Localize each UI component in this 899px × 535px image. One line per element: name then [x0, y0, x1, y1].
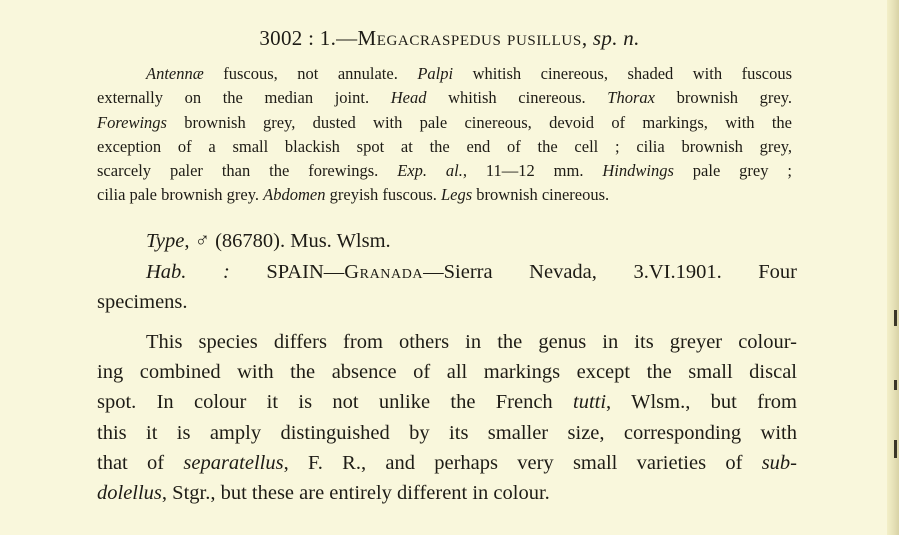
species-number: 3002 : 1.—: [259, 26, 358, 50]
text-line: [97, 478, 797, 508]
text-span: SPAIN—: [266, 261, 345, 283]
species-heading: [0, 26, 899, 51]
italic-term: Exp. al.: [397, 161, 463, 181]
text-line: [97, 287, 797, 317]
italic-term: sub-: [761, 451, 797, 474]
text-span: scarcely paler than the forewings.: [97, 161, 398, 181]
italic-term: :: [186, 261, 267, 283]
genus-name: Megacraspedus: [357, 26, 502, 50]
text-span: —Sierra Nevada, 3.VI.1901. Four: [423, 261, 797, 283]
italic-term: Hab.: [146, 261, 187, 283]
text-span: This species differs from others in the genus in its greyer colour-: [146, 331, 797, 353]
text-line: [97, 418, 797, 448]
italic-term: dolellus: [97, 482, 162, 505]
italic-term: Legs: [440, 185, 473, 205]
text-span: specimens.: [97, 291, 188, 314]
text-span: exception of a small blackish spot at the end of the cell ; cilia brownish grey,: [97, 136, 792, 156]
heading-separator: ,: [581, 26, 593, 50]
italic-term: Head: [390, 88, 427, 108]
text-line: [97, 86, 792, 110]
italic-term: Palpi: [417, 64, 454, 83]
italic-term: Abdomen: [263, 185, 326, 205]
text-span: whitish cinereous, shaded with fuscous: [453, 64, 792, 83]
italic-term: tutti: [573, 391, 607, 414]
italic-term: Forewings: [97, 112, 167, 132]
text-line: [97, 159, 792, 183]
text-span: , F. R., and perhaps very small varieties of: [283, 451, 762, 474]
species-name: pusillus: [507, 26, 582, 50]
italic-term: Thorax: [607, 88, 655, 108]
italic-term: Antennæ: [146, 64, 204, 83]
text-span: spot. In colour it is not unlike the French: [97, 391, 573, 414]
text-span: ,: [184, 230, 195, 252]
text-span: ing combined with the absence of all markings except the small discal: [97, 361, 797, 384]
text-span: , Stgr., but these are entirely different in colour.: [161, 482, 550, 505]
text-span: fuscous, not annulate.: [203, 64, 418, 83]
text-line: [97, 135, 792, 159]
text-span: that of: [97, 451, 184, 474]
text-span: externally on the median joint.: [97, 88, 391, 108]
edge-mark: [894, 440, 897, 458]
text-line: [97, 183, 792, 207]
text-span: greyish fuscous.: [325, 185, 441, 205]
text-span: this it is amply distinguished by its smaller size, corresponding with: [97, 421, 797, 444]
text-span: Granada: [344, 261, 424, 283]
text-span: , Wlsm., but from: [606, 391, 797, 414]
remarks-paragraph: [97, 327, 797, 508]
text-span: cilia pale brownish grey.: [97, 185, 264, 205]
habitat-paragraph: [97, 257, 797, 317]
text-line: [97, 226, 797, 256]
edge-mark: [894, 380, 897, 390]
text-line: [97, 357, 797, 387]
text-line: [97, 62, 792, 86]
text-line: [97, 257, 797, 287]
text-span: brownish cinereous.: [472, 185, 610, 205]
text-line: [97, 448, 797, 478]
text-span: brownish grey, dusted with pale cinereous, devoid of markings, with the: [166, 112, 792, 132]
text-line: [97, 387, 797, 417]
edge-mark: [894, 310, 897, 326]
page-edge: [887, 0, 899, 535]
text-span: brownish grey.: [654, 88, 792, 108]
text-span: whitish cinereous.: [426, 88, 608, 108]
italic-term: separatellus: [183, 451, 284, 474]
text-span: pale grey ;: [673, 161, 792, 181]
text-line: [97, 327, 797, 357]
type-specimen-line: [97, 226, 797, 256]
italic-term: Hindwings: [602, 161, 674, 181]
text-span: , 11—12 mm.: [462, 161, 603, 181]
text-line: [97, 111, 792, 135]
text-span: (86780). Mus. Wlsm.: [209, 230, 391, 252]
italic-term: ♂: [194, 230, 210, 252]
species-novum: sp. n.: [592, 26, 640, 50]
species-description: [97, 62, 792, 208]
italic-term: Type: [146, 230, 185, 252]
